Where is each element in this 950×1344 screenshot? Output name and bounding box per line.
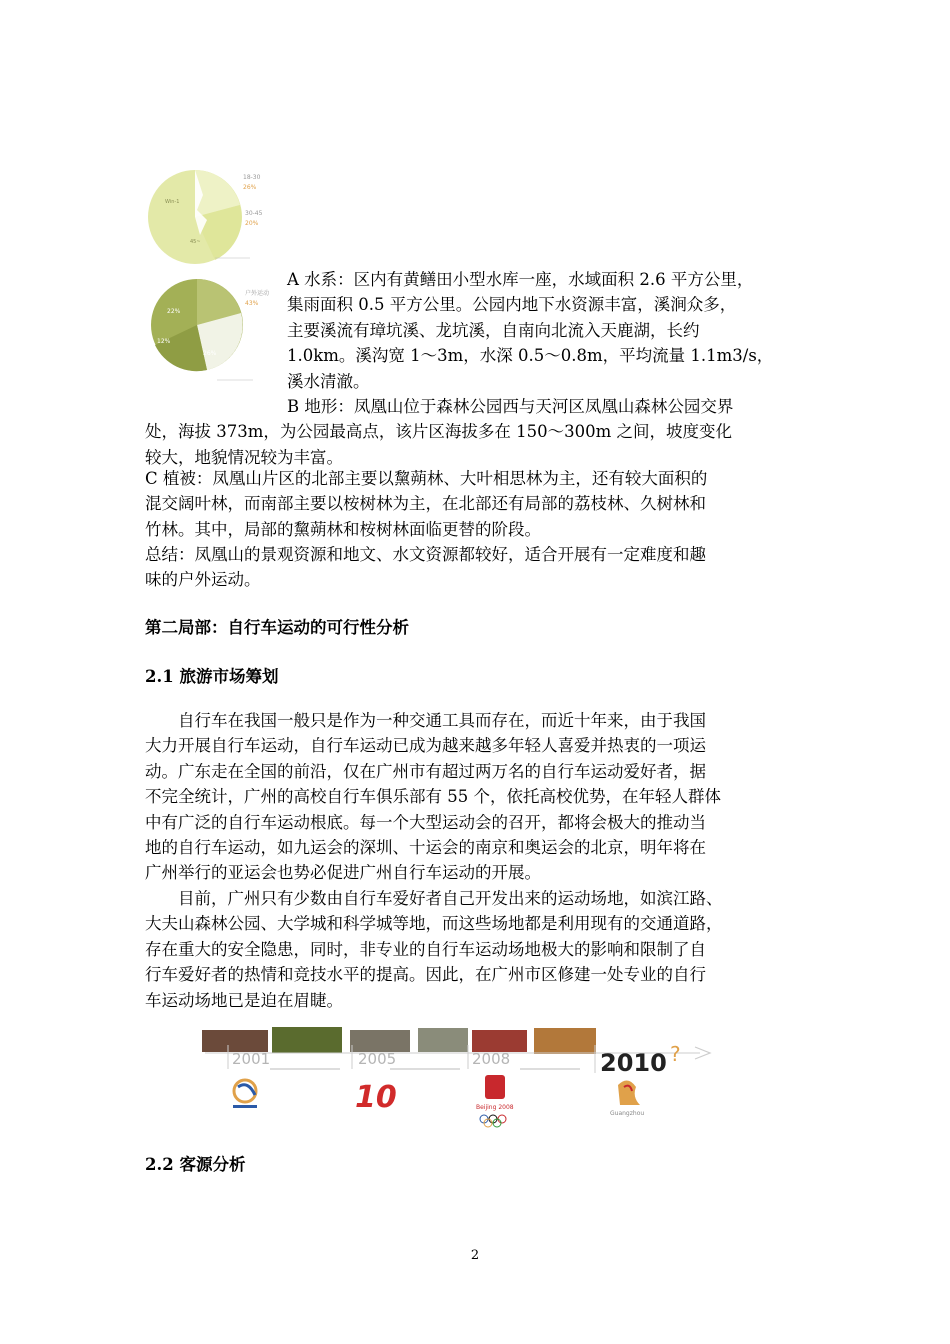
pie-label-win: Win-1 xyxy=(165,199,180,205)
terrain-paragraph xyxy=(145,394,805,470)
page-number: 2 xyxy=(470,1248,480,1263)
photo-2008 xyxy=(472,1030,527,1052)
pie-label-20: 20% xyxy=(245,220,259,227)
summary-paragraph xyxy=(145,542,805,593)
paragraph-line: 车运动场地已是迫在眉睫。 xyxy=(145,990,343,1010)
paragraph-line: 存在重大的安全隐患，同时，非专业的自行车运动场地极大的影响和限制了自 xyxy=(145,939,706,959)
pie-label-26: 26% xyxy=(243,184,257,191)
year-2010: 2010 xyxy=(600,1049,667,1077)
pie-label-1830: 18-30 xyxy=(243,174,261,181)
vegetation-line: 竹林。其中，局部的黧蒴林和桉树林面临更替的阶段。 xyxy=(145,519,541,539)
paragraph-line: 行车爱好者的热情和竞技水平的提高。因此，在广州市区修建一处专业的自行 xyxy=(145,965,706,985)
terrain-line: 较大，地貌情况较为丰富。 xyxy=(145,447,343,467)
beijing-caption: Beijing 2008 xyxy=(476,1104,514,1111)
water-line: 溪水清澈。 xyxy=(287,371,370,391)
pie-label-45: 45~ xyxy=(190,239,201,245)
summary-line: 味的户外运动。 xyxy=(145,570,261,590)
pie-label-22: 22% xyxy=(167,308,181,315)
photo-2005b xyxy=(418,1028,468,1052)
summary-line: 总结：凤凰山的景观资源和地文、水文资源都较好，适合开展有一定难度和趣 xyxy=(145,545,706,564)
subsection-heading-2-1: 2.1 旅游市场筹划 xyxy=(145,667,279,686)
logo-2005-icon xyxy=(355,1080,397,1115)
svg-text:10: 10 xyxy=(355,1080,397,1115)
paragraph-line: 动。广东走在全国的前沿，仅在广州市有超过两万名的自行车运动爱好者，据 xyxy=(145,761,706,781)
vegetation-paragraph xyxy=(145,466,805,542)
terrain-line: B 地形：凤凰山位于森林公园西与天河区凤凰山森林公园交界 xyxy=(287,397,734,416)
paragraph-line: 大夫山森林公园、大学城和科学城等地，而这些场地都是利用现有的交通道路， xyxy=(145,914,723,934)
paragraph-line: 大力开展自行车运动，自行车运动已成为越来越多年轻人喜爱并热衷的一项运 xyxy=(145,736,706,756)
pie-label-12: 12% xyxy=(157,338,171,345)
photo-2005 xyxy=(350,1030,410,1052)
logo-beijing-2008-icon xyxy=(476,1075,514,1127)
photo-2001b xyxy=(272,1027,342,1053)
sport-pie-figure xyxy=(145,275,275,390)
vegetation-line: 混交阔叶林，而南部主要以桉树林为主，在北部还有局部的荔枝林、久树林和 xyxy=(145,494,706,514)
year-2008: 2008 xyxy=(472,1050,511,1068)
paragraph-line: 不完全统计，广州的高校自行车俱乐部有 55 个，依托高校优势，在年轻人群体 xyxy=(145,787,721,807)
vegetation-line: C 植被：凤凰山片区的北部主要以黧蒴林、大叶相思林为主，还有较大面积的 xyxy=(145,469,708,488)
guangzhou-caption: Guangzhou xyxy=(610,1110,645,1117)
bike-market-paragraph-2 xyxy=(145,886,805,1013)
water-system-paragraph xyxy=(287,267,807,394)
question-mark: ? xyxy=(670,1042,681,1066)
logo-guangzhou-2010-icon xyxy=(610,1080,644,1117)
age-pie-figure xyxy=(145,165,275,280)
subsection-heading-2-2: 2.2 客源分析 xyxy=(145,1155,246,1174)
section-heading: 第二局部：自行车运动的可行性分析 xyxy=(145,618,409,637)
pie-label-26b: 26% xyxy=(203,350,217,357)
bike-market-paragraph-1 xyxy=(145,708,805,886)
photo-2001 xyxy=(202,1030,268,1052)
water-line: 主要溪流有璋坑溪、龙坑溪，自南向北流入天鹿湖，长约 xyxy=(287,320,700,340)
paragraph-line: 目前，广州只有少数由自行车爱好者自己开发出来的运动场地，如滨江路、 xyxy=(145,889,723,908)
sports-events-timeline-figure xyxy=(200,1025,720,1130)
water-line: 1.0km。溪沟宽 1～3m，水深 0.5～0.8m，平均流量 1.1m3/s， xyxy=(287,346,774,366)
pie-label-3045: 30-45 xyxy=(245,210,263,217)
logo-2001-icon xyxy=(233,1080,257,1108)
paragraph-line: 广州举行的亚运会也势必促进广州自行车运动的开展。 xyxy=(145,863,541,883)
water-line: A 水系：区内有黄鳝田小型水库一座，水域面积 2.6 平方公里， xyxy=(287,270,754,289)
terrain-line: 处，海拔 373m，为公园最高点，该片区海拔多在 150～300m 之间，坡度变化 xyxy=(145,422,733,442)
paragraph-line: 自行车在我国一般只是作为一种交通工具而存在，而近十年来，由于我国 xyxy=(145,711,706,730)
paragraph-line: 地的自行车运动，如九运会的深圳、十运会的南京和奥运会的北京，明年将在 xyxy=(145,838,706,858)
paragraph-line: 中有广泛的自行车运动根底。每一个大型运动会的召开，都将会极大的推动当 xyxy=(145,812,706,832)
pie-label-43: 43% xyxy=(245,300,259,307)
year-2001: 2001 xyxy=(232,1050,271,1068)
pie-label-outdoor: 户外运动 xyxy=(245,290,270,297)
year-2005: 2005 xyxy=(358,1050,397,1068)
photo-2008b xyxy=(534,1028,596,1054)
water-line: 集雨面积 0.5 平方公里。公园内地下水资源丰富，溪涧众多， xyxy=(287,295,737,315)
